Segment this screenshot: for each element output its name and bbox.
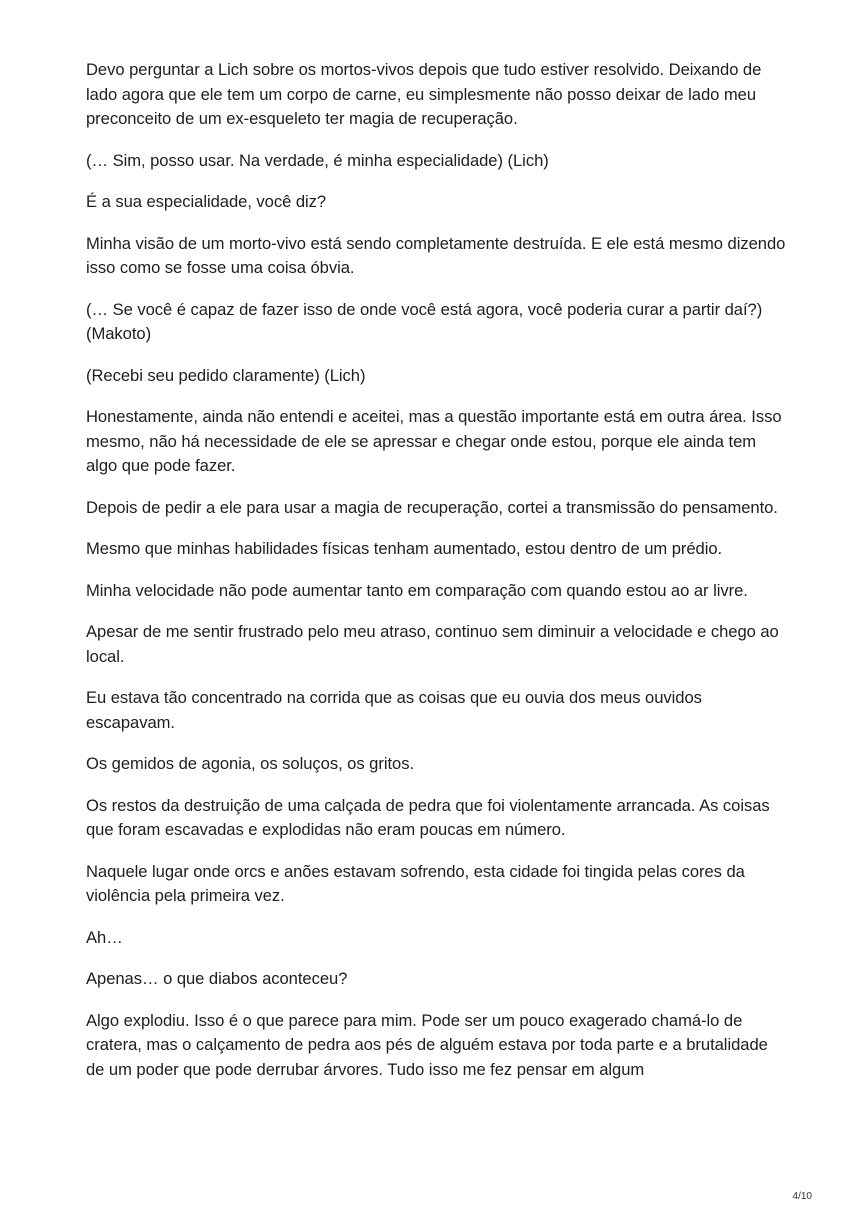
paragraph: Apesar de me sentir frustrado pelo meu atraso, continuo sem diminuir a velocidade e chego ao local. xyxy=(86,622,779,666)
paragraph: Depois de pedir a ele para usar a magia de recuperação, cortei a transmissão do pensamento. xyxy=(86,497,778,517)
paragraph: Naquele lugar onde orcs e anões estavam sofrendo, esta cidade foi tingida pelas cores da violência pela primeira vez. xyxy=(86,861,745,905)
paragraph: Honestamente, ainda não entendi e aceitei, mas a questão importante está em outra área. Isso mesmo, não há necessidade de ele se apressar e chegar onde estou, porque ele ainda tem algo que pode fazer. xyxy=(86,407,782,475)
paragraph: Apenas… o que diabos aconteceu? xyxy=(86,969,348,988)
paragraph: (… Se você é capaz de fazer isso de onde você está agora, você poderia curar a partir daí?) (Makoto) xyxy=(86,299,763,343)
paragraph: Minha velocidade não pode aumentar tanto em comparação com quando estou ao ar livre. xyxy=(86,580,748,600)
page-number: 4/10 xyxy=(792,1191,812,1202)
paragraph: Os gemidos de agonia, os soluços, os gritos. xyxy=(86,754,415,773)
paragraph: Devo perguntar a Lich sobre os mortos-vivos depois que tudo estiver resolvido. Deixando de lado agora que ele tem um corpo de carne, eu simplesmente não posso deixar de lado meu preconceito de um ex-esqueleto ter magia de recuperação. xyxy=(86,60,762,128)
paragraph: Os restos da destruição de uma calçada de pedra que foi violentamente arrancada. As coisas que foram escavadas e explodidas não eram poucas em número. xyxy=(86,795,770,839)
paragraph: (Recebi seu pedido claramente) (Lich) xyxy=(86,365,366,385)
paragraph: (… Sim, posso usar. Na verdade, é minha especialidade) (Lich) xyxy=(86,150,549,170)
paragraph: Mesmo que minhas habilidades físicas tenham aumentado, estou dentro de um prédio. xyxy=(86,539,723,558)
document-page xyxy=(86,58,786,1099)
paragraph: Algo explodiu. Isso é o que parece para mim. Pode ser um pouco exagerado chamá-lo de cratera, mas o calçamento de pedra aos pés de alguém estava por toda parte e a brutalidade de um poder que pode derrubar árvores. Tudo isso me fez pensar em algum xyxy=(86,1010,768,1079)
paragraph: É a sua especialidade, você diz? xyxy=(86,192,327,211)
paragraph: Ah… xyxy=(86,927,123,947)
paragraph: Minha visão de um morto-vivo está sendo completamente destruída. E ele está mesmo dizendo isso como se fosse uma coisa óbvia. xyxy=(86,233,786,277)
paragraph: Eu estava tão concentrado na corrida que as coisas que eu ouvia dos meus ouvidos escapavam. xyxy=(86,688,702,732)
